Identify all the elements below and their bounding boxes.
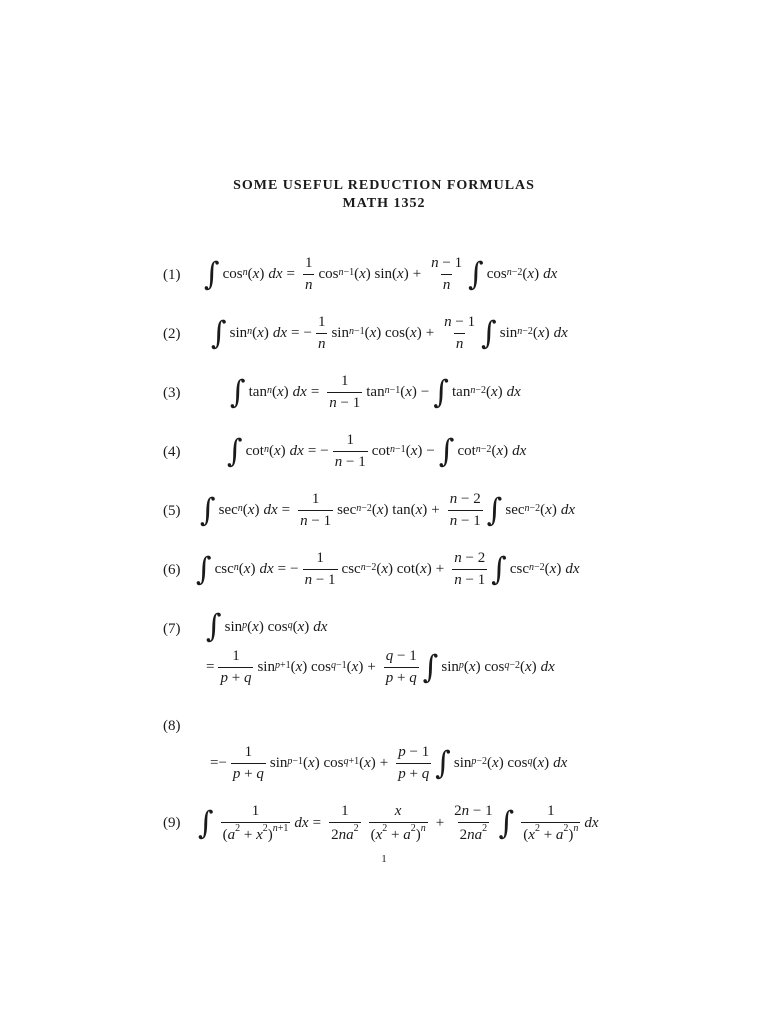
formula-sin-cos-rhs-2: =− $\frac{1}{p + q}$ sin $^{p -1}$ ( x ) cos $^{q +1}$ ( x ) + $\frac{p - 1}{p + q}$ ∫ sin $^{p -2}$ ( x ) cos $^q$ ( x ) dx xyxy=(210,744,568,782)
formula-rational: ∫ $\frac{1}{(a^2 + x^2)^{n+1}}$ dx = $\frac{1}{2na^2}$ $\frac{x}{(x^2 + a^2)^n}$ + $\frac{2n - 1}{2na^2}$ ∫ $\frac{1}{(x^2 + a^2)^n}$ dx xyxy=(198,803,599,843)
formula-tan: ∫ tan $^n$ ( x ) dx = $\frac{1}{n - 1}$ tan $^{n -1}$ ( x ) − ∫ tan $^{n -2}$ ( x ) dx xyxy=(230,373,521,411)
equation-number: (7) xyxy=(163,621,181,637)
equation-number: (8) xyxy=(163,718,181,734)
equation-number: (9) xyxy=(163,815,181,831)
formula-sec: ∫ sec $^n$ ( x ) dx = $\frac{1}{n - 1}$ sec $^{n -2}$ ( x ) tan( x ) + $\frac{n - 2}{n - 1}$ ∫ sec $^{n -2}$ ( x ) dx xyxy=(200,491,576,529)
formula-sin-cos-lhs: ∫ sin $^p$ ( x ) cos $^q$ ( x ) dx xyxy=(206,608,328,645)
formula-cos: ∫ cos $^n$ ( x ) dx = $\frac{1}{n}$ cos $^{n -1}$ ( x ) sin( x ) + $\frac{n - 1}{n}$ ∫ cos $^{n -2}$ ( x ) dx xyxy=(204,255,558,293)
formula-sin: ∫ sin $^n$ ( x ) dx = − $\frac{1}{n}$ sin $^{n -1}$ ( x ) cos( x ) + $\frac{n - 1}{n}$ ∫ sin $^{n -2}$ ( x ) dx xyxy=(211,314,568,352)
equation-number: (1) xyxy=(163,267,181,283)
formula-cot: ∫ cot $^n$ ( x ) dx = − $\frac{1}{n - 1}$ cot $^{n -1}$ ( x ) − ∫ cot $^{n -2}$ ( x ) dx xyxy=(227,432,527,470)
equation-number: (5) xyxy=(163,503,181,519)
document-title: SOME USEFUL REDUCTION FORMULAS xyxy=(233,178,535,193)
equation-number: (4) xyxy=(163,444,181,460)
equation-number: (2) xyxy=(163,326,181,342)
formula-sin-cos-rhs-1: = $\frac{1}{p + q}$ sin $^{p +1}$ ( x ) cos $^{q -1}$ ( x ) + $\frac{q - 1}{p + q}$ ∫ sin $^p$ ( x ) cos $^{q -2}$ ( x ) dx xyxy=(206,648,555,686)
equation-number: (6) xyxy=(163,562,181,578)
course-subtitle: MATH 1352 xyxy=(342,196,426,211)
equation-number: (3) xyxy=(163,385,181,401)
formula-csc: ∫ csc $^n$ ( x ) dx = − $\frac{1}{n - 1}$ csc $^{n -2}$ ( x ) cot( x ) + $\frac{n - 2}{n - 1}$ ∫ csc $^{n -2}$ ( x ) dx xyxy=(196,550,580,588)
page-number: 1 xyxy=(381,853,387,865)
